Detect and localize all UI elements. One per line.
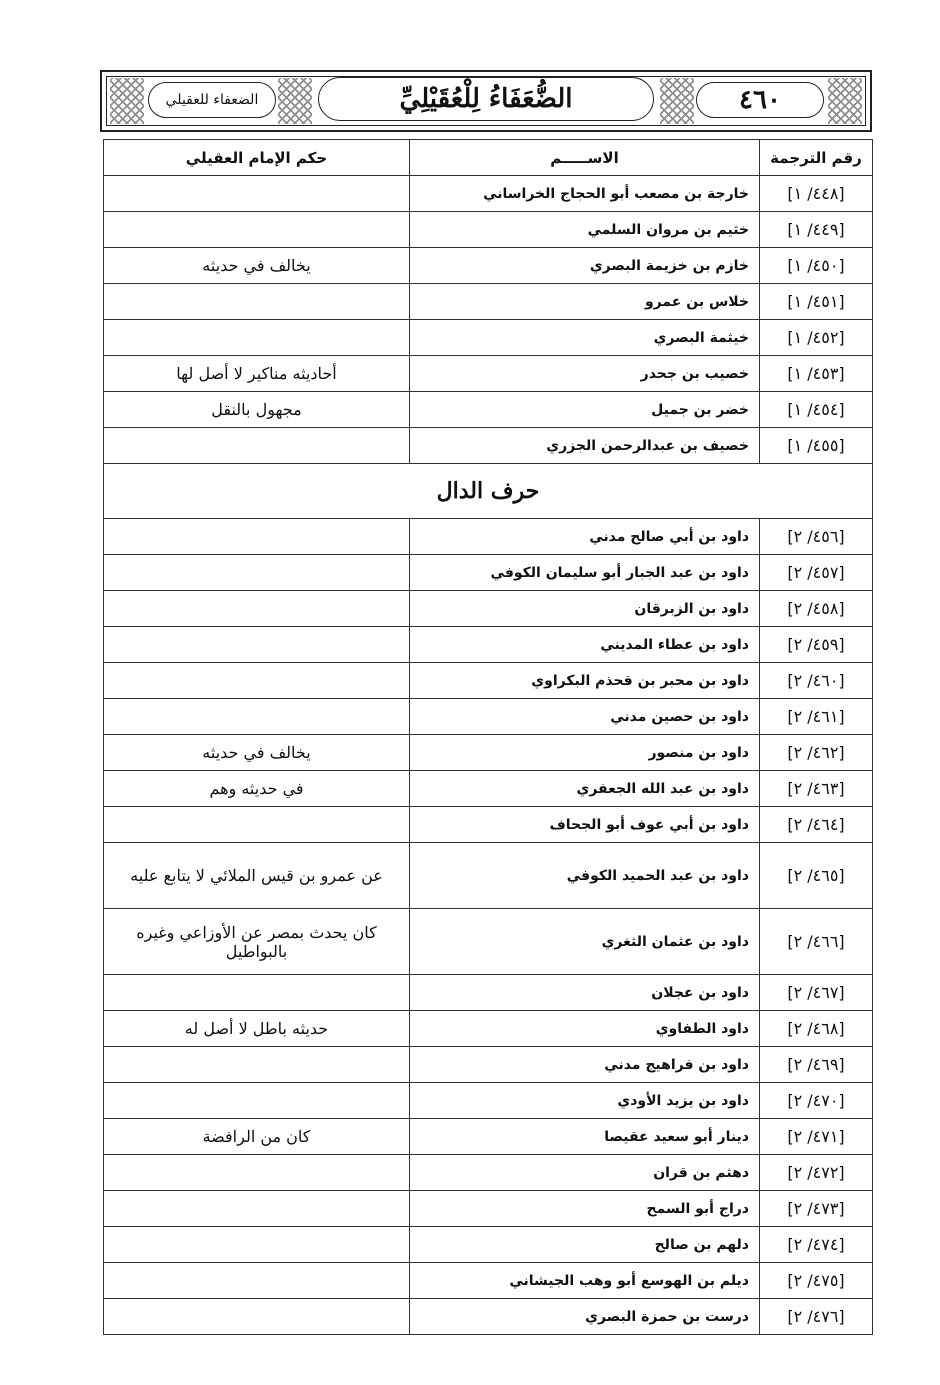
table-row bbox=[104, 519, 873, 555]
narrator-name: داود بن عجلان bbox=[410, 975, 760, 1011]
narrator-name: داود بن حصين مدني bbox=[410, 699, 760, 735]
entry-number: [٤٥٨/ ٢] bbox=[760, 591, 873, 627]
narrator-ruling bbox=[104, 519, 410, 555]
narrator-ruling bbox=[104, 212, 410, 248]
table-row bbox=[104, 248, 873, 284]
narrator-name: دهثم بن قران bbox=[410, 1155, 760, 1191]
narrator-ruling bbox=[104, 428, 410, 464]
narrator-ruling bbox=[104, 1083, 410, 1119]
entry-number: [٤٥٣/ ١] bbox=[760, 356, 873, 392]
entry-number: [٤٧٥/ ٢] bbox=[760, 1263, 873, 1299]
section-dal-rows bbox=[104, 519, 873, 1335]
narrator-ruling bbox=[104, 320, 410, 356]
narrator-name: خارجة بن مصعب أبو الحجاج الخراساني bbox=[410, 176, 760, 212]
narrator-ruling bbox=[104, 627, 410, 663]
entry-number: [٤٦٩/ ٢] bbox=[760, 1047, 873, 1083]
page-number: ٤٦٠ bbox=[739, 85, 781, 115]
section-heading-row bbox=[104, 464, 873, 519]
table-row bbox=[104, 284, 873, 320]
narrator-ruling bbox=[104, 1191, 410, 1227]
title-cartouche bbox=[318, 77, 654, 121]
narrator-name: خضر بن جميل bbox=[410, 392, 760, 428]
section-heading: حرف الدال bbox=[104, 464, 873, 519]
narrator-ruling: يخالف في حديثه bbox=[104, 248, 410, 284]
column-header-ruling: حكم الإمام العقيلي bbox=[104, 140, 410, 176]
narrator-ruling bbox=[104, 807, 410, 843]
table-row bbox=[104, 1047, 873, 1083]
table-row bbox=[104, 356, 873, 392]
narrator-ruling bbox=[104, 699, 410, 735]
entry-number: [٤٥٠/ ١] bbox=[760, 248, 873, 284]
table-row bbox=[104, 627, 873, 663]
entry-number: [٤٤٩/ ١] bbox=[760, 212, 873, 248]
narrator-ruling: أحاديثه مناكير لا أصل لها bbox=[104, 356, 410, 392]
table-row bbox=[104, 555, 873, 591]
narrator-name: داود الطفاوي bbox=[410, 1011, 760, 1047]
book-emblem-cartouche bbox=[148, 82, 276, 118]
narrator-ruling bbox=[104, 1155, 410, 1191]
book-title: الضُّعَفَاءُ لِلْعُقَيْلِيِّ bbox=[399, 84, 573, 114]
narrator-name: دراج أبو السمح bbox=[410, 1191, 760, 1227]
entry-number: [٤٥٩/ ٢] bbox=[760, 627, 873, 663]
narrator-name: درست بن حمزة البصري bbox=[410, 1299, 760, 1335]
table-row bbox=[104, 1191, 873, 1227]
entry-number: [٤٦٣/ ٢] bbox=[760, 771, 873, 807]
table-row bbox=[104, 1083, 873, 1119]
narrator-name: داود بن منصور bbox=[410, 735, 760, 771]
entry-number: [٤٧٣/ ٢] bbox=[760, 1191, 873, 1227]
narrator-ruling: في حديثه وهم bbox=[104, 771, 410, 807]
narrator-name: داود بن أبي عوف أبو الجحاف bbox=[410, 807, 760, 843]
narrator-ruling bbox=[104, 1047, 410, 1083]
narrator-ruling: يخالف في حديثه bbox=[104, 735, 410, 771]
narrator-ruling: عن عمرو بن قيس الملائي لا يتابع عليه bbox=[104, 843, 410, 909]
table-row bbox=[104, 735, 873, 771]
table-row bbox=[104, 1011, 873, 1047]
narrator-name: خثيم بن مروان السلمي bbox=[410, 212, 760, 248]
narrator-name: داود بن عبد الله الجعفري bbox=[410, 771, 760, 807]
book-emblem-text: الضعفاء للعقيلي bbox=[165, 92, 259, 108]
narrator-name: داود بن أبي صالح مدني bbox=[410, 519, 760, 555]
narrator-ruling bbox=[104, 1299, 410, 1335]
narrator-name: داود بن يزيد الأودي bbox=[410, 1083, 760, 1119]
table-row bbox=[104, 975, 873, 1011]
narrator-name: خصيف بن عبدالرحمن الجزري bbox=[410, 428, 760, 464]
narrator-name: داود بن عبد الحميد الكوفي bbox=[410, 843, 760, 909]
narrator-ruling: حديثه باطل لا أصل له bbox=[104, 1011, 410, 1047]
narrator-name: داود بن عبد الجبار أبو سليمان الكوفي bbox=[410, 555, 760, 591]
table-row bbox=[104, 843, 873, 909]
table-row bbox=[104, 771, 873, 807]
entry-number: [٤٧١/ ٢] bbox=[760, 1119, 873, 1155]
entry-number: [٤٦٤/ ٢] bbox=[760, 807, 873, 843]
ornament-pattern bbox=[278, 78, 312, 124]
table-header-row bbox=[104, 140, 873, 176]
page-header bbox=[100, 70, 872, 132]
narrator-ruling bbox=[104, 663, 410, 699]
entry-number: [٤٧٠/ ٢] bbox=[760, 1083, 873, 1119]
narrator-name: دلهم بن صالح bbox=[410, 1227, 760, 1263]
entry-number: [٤٧٢/ ٢] bbox=[760, 1155, 873, 1191]
narrator-ruling: كان يحدث بمصر عن الأوزاعي وغيره بالبواطيل bbox=[104, 909, 410, 975]
table-row bbox=[104, 591, 873, 627]
table-row bbox=[104, 1119, 873, 1155]
entry-number: [٤٦٧/ ٢] bbox=[760, 975, 873, 1011]
column-header-name: الاســـــم bbox=[410, 140, 760, 176]
narrator-name: دينار أبو سعيد عقيصا bbox=[410, 1119, 760, 1155]
narrator-name: داود بن محبر بن قحذم البكراوي bbox=[410, 663, 760, 699]
narrator-name: داود بن فراهيج مدني bbox=[410, 1047, 760, 1083]
table-row bbox=[104, 428, 873, 464]
table-row bbox=[104, 320, 873, 356]
ornament-pattern bbox=[110, 78, 144, 124]
narrator-ruling bbox=[104, 555, 410, 591]
narrators-table bbox=[103, 139, 873, 1335]
section-kha-rows bbox=[104, 176, 873, 464]
table-row bbox=[104, 1299, 873, 1335]
narrator-ruling bbox=[104, 975, 410, 1011]
entry-number: [٤٥٦/ ٢] bbox=[760, 519, 873, 555]
narrator-ruling bbox=[104, 176, 410, 212]
narrator-name: خازم بن خزيمة البصري bbox=[410, 248, 760, 284]
entry-number: [٤٥٢/ ١] bbox=[760, 320, 873, 356]
narrator-name: خصيب بن جحدر bbox=[410, 356, 760, 392]
table-row bbox=[104, 699, 873, 735]
table-row bbox=[104, 1263, 873, 1299]
entry-number: [٤٦٥/ ٢] bbox=[760, 843, 873, 909]
narrator-ruling bbox=[104, 591, 410, 627]
table-row bbox=[104, 807, 873, 843]
entry-number: [٤٦٨/ ٢] bbox=[760, 1011, 873, 1047]
entry-number: [٤٥١/ ١] bbox=[760, 284, 873, 320]
narrator-ruling bbox=[104, 1227, 410, 1263]
column-header-number: رقم الترجمة bbox=[760, 140, 873, 176]
table-row bbox=[104, 212, 873, 248]
entry-number: [٤٥٧/ ٢] bbox=[760, 555, 873, 591]
narrator-name: خيثمة البصري bbox=[410, 320, 760, 356]
entry-number: [٤٦٦/ ٢] bbox=[760, 909, 873, 975]
narrator-ruling bbox=[104, 1263, 410, 1299]
entry-number: [٤٦١/ ٢] bbox=[760, 699, 873, 735]
table-row bbox=[104, 909, 873, 975]
table-row bbox=[104, 392, 873, 428]
entry-number: [٤٥٤/ ١] bbox=[760, 392, 873, 428]
table-row bbox=[104, 663, 873, 699]
narrator-name: ديلم بن الهوسع أبو وهب الجيشاني bbox=[410, 1263, 760, 1299]
narrator-name: خلاس بن عمرو bbox=[410, 284, 760, 320]
section-dal-heading bbox=[104, 464, 873, 519]
ornament-pattern bbox=[660, 78, 694, 124]
entry-number: [٤٦٢/ ٢] bbox=[760, 735, 873, 771]
page-number-cartouche bbox=[696, 82, 824, 118]
ornament-pattern bbox=[828, 78, 862, 124]
table-row bbox=[104, 1227, 873, 1263]
entry-number: [٤٧٦/ ٢] bbox=[760, 1299, 873, 1335]
narrator-ruling: كان من الرافضة bbox=[104, 1119, 410, 1155]
entry-number: [٤٧٤/ ٢] bbox=[760, 1227, 873, 1263]
entry-number: [٤٦٠/ ٢] bbox=[760, 663, 873, 699]
entry-number: [٤٤٨/ ١] bbox=[760, 176, 873, 212]
narrator-name: داود بن عثمان الثغري bbox=[410, 909, 760, 975]
table-row bbox=[104, 176, 873, 212]
table-row bbox=[104, 1155, 873, 1191]
narrator-ruling: مجهول بالنقل bbox=[104, 392, 410, 428]
entry-number: [٤٥٥/ ١] bbox=[760, 428, 873, 464]
narrator-name: داود بن عطاء المديني bbox=[410, 627, 760, 663]
narrator-ruling bbox=[104, 284, 410, 320]
narrator-name: داود بن الزبرقان bbox=[410, 591, 760, 627]
